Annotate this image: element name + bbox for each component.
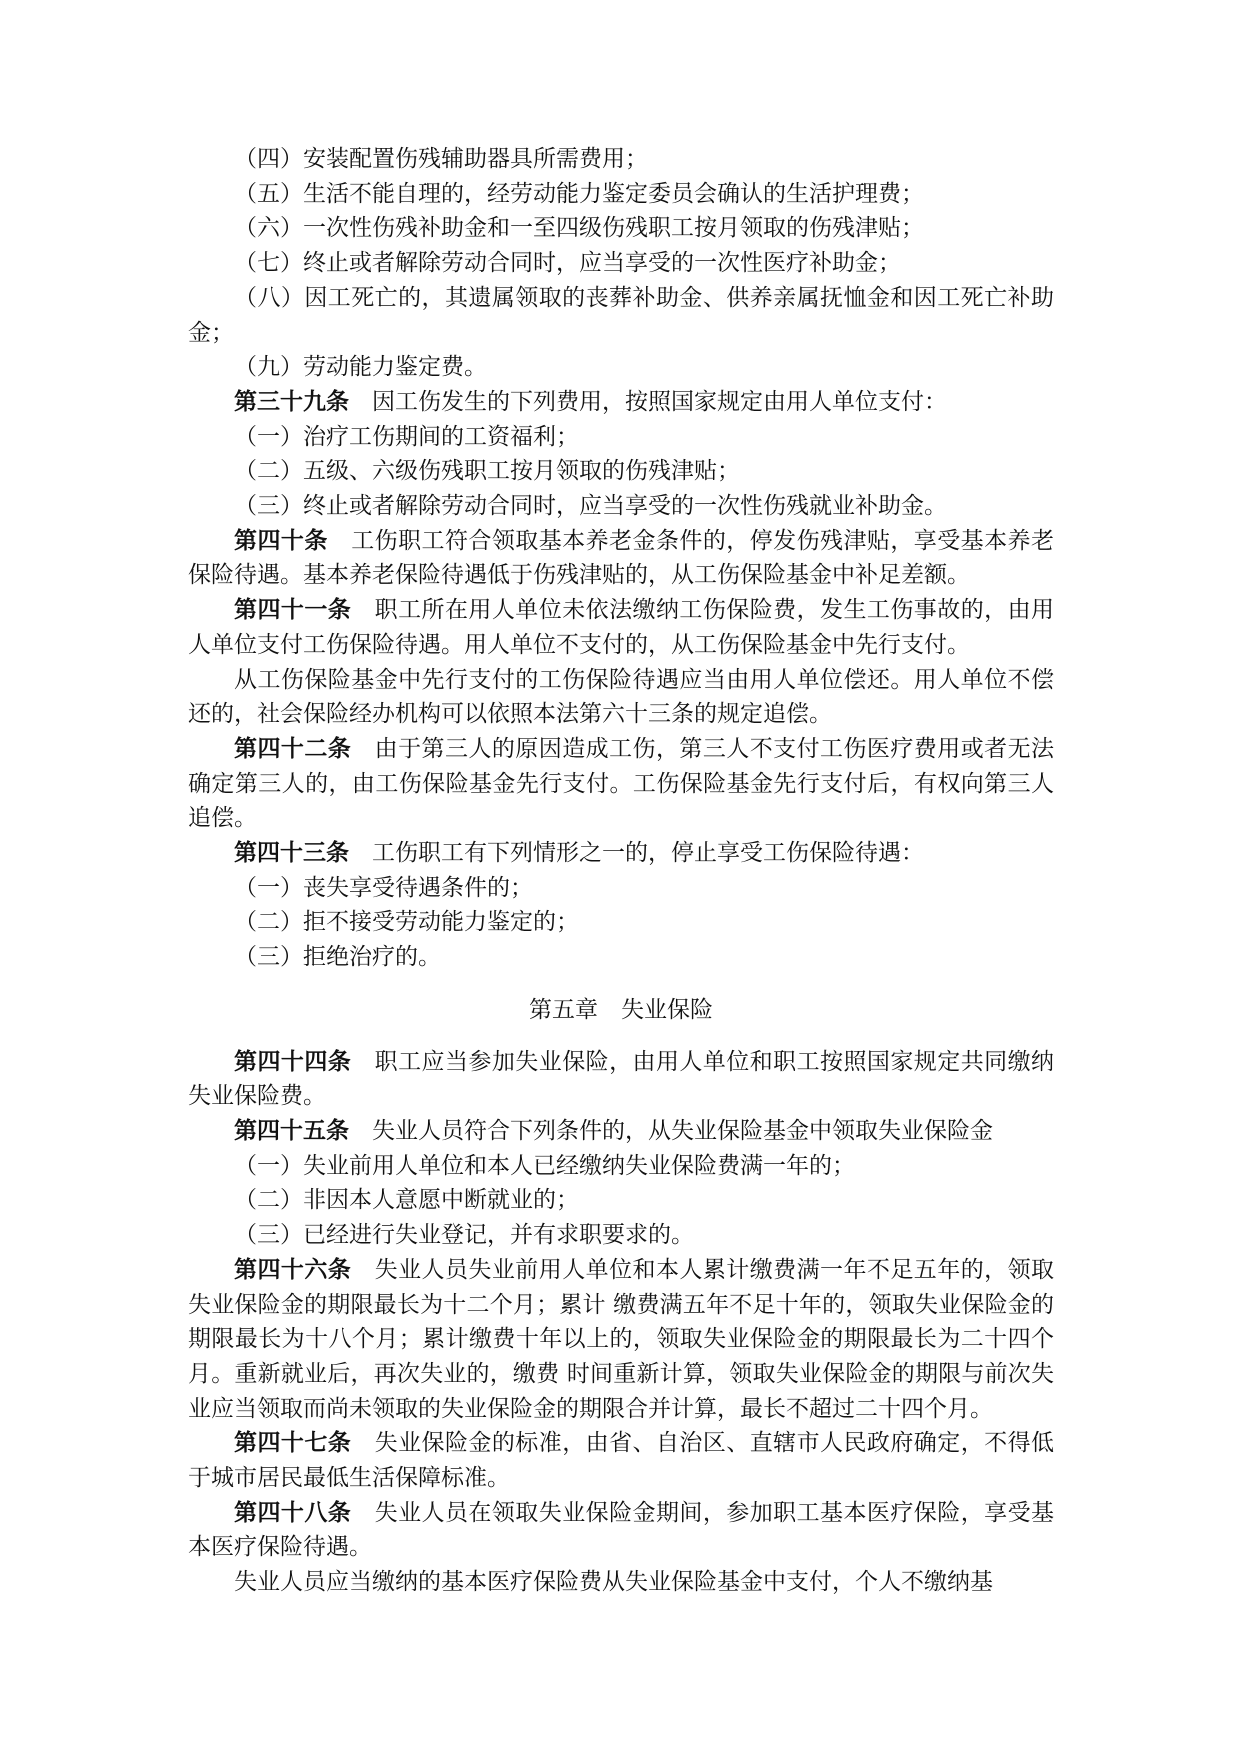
- list-item: （二）五级、六级伤残职工按月领取的伤残津贴；: [234, 458, 740, 485]
- article-number: 第四十六条: [234, 1255, 352, 1283]
- article-number: 第四十三条: [234, 839, 349, 867]
- article-text: 失业保险金的标准，由省、自治区、直辖市人民政府确定，不得低于城市居民最低生活保障标准。: [188, 1430, 1055, 1492]
- list-item: （四）安装配置伤残辅助器具所需费用；: [234, 146, 648, 172]
- list-item: （三）终止或者解除劳动合同时，应当享受的一次性伤残就业补助金。: [234, 493, 947, 520]
- article-text: 失业人员符合下列条件的，从失业保险基金中领取失业保险金: [372, 1117, 993, 1144]
- article-text: 失业人员失业前用人单位和本人累计缴费满一年不足五年的，领取失业保险金的期限最长为十二个月；累计 缴费满五年不足十年的，领取失业保险金的期限最长为十八个月；累计缴费十年以上的，领取失业保险金的期限最长为二十四个月。重新就业后，再次失业的，缴费 时间重新计算，领取失业保险金的期限与前次失业应当领取而尚未领取的失业保险金的期限合并计算，最长不超过二十四个月。: [188, 1256, 1055, 1422]
- article-number: 第四十八条: [234, 1498, 352, 1526]
- article-text: 失业人员在领取失业保险金期间，参加职工基本医疗保险，享受基本医疗保险待遇。: [188, 1499, 1055, 1561]
- article-46: [188, 1253, 1054, 1427]
- article-44: [188, 1045, 1054, 1114]
- article-text: 因工伤发生的下列费用，按照国家规定由用人单位支付：: [372, 388, 947, 415]
- list-item: （二）非因本人意愿中断就业的；: [234, 1187, 579, 1214]
- list-item: （九）劳动能力鉴定费。: [234, 354, 487, 381]
- article-47: [188, 1426, 1054, 1495]
- article-43: [188, 836, 1054, 871]
- article-text: 由于第三人的原因造成工伤，第三人不支付工伤医疗费用或者无法确定第三人的，由工伤保险基金先行支付。工伤保险基金先行支付后，有权向第三人追偿。: [188, 735, 1055, 832]
- article-number: 第四十七条: [234, 1429, 352, 1457]
- article-number: 第四十一条: [234, 596, 352, 624]
- article-number: 第四十四条: [234, 1047, 352, 1075]
- article-41: [188, 593, 1054, 662]
- article-text: 工伤职工符合领取基本养老金条件的，停发伤残津贴，享受基本养老保险待遇。基本养老保险待遇低于伤残津贴的，从工伤保险基金中补足差额。: [188, 527, 1055, 589]
- list-item-wrapped: （八）因工死亡的，其遗属领取的丧葬补助金、供养亲属抚恤金和因工死亡补助金；: [188, 284, 1054, 346]
- list-item: （六）一次性伤残补助金和一至四级伤残职工按月领取的伤残津贴；: [234, 215, 924, 242]
- chapter-heading: 第五章 失业保险: [529, 996, 713, 1023]
- article-number: 第四十五条: [234, 1116, 349, 1144]
- list-item: （一）丧失享受待遇条件的；: [234, 874, 533, 901]
- article-text: 工伤职工有下列情形之一的，停止享受工伤保险待遇：: [372, 840, 924, 867]
- document-page: [188, 142, 1054, 1600]
- article-42: [188, 732, 1054, 836]
- list-item: （一）失业前用人单位和本人已经缴纳失业保险费满一年的；: [234, 1152, 855, 1179]
- article-text: 职工应当参加失业保险，由用人单位和职工按照国家规定共同缴纳失业保险费。: [188, 1048, 1055, 1110]
- article-45: [188, 1114, 1054, 1149]
- list-item: （二）拒不接受劳动能力鉴定的；: [234, 909, 579, 936]
- article-number: 第三十九条: [234, 387, 349, 415]
- article-48: [188, 1496, 1054, 1565]
- article-41-paragraph-2: 从工伤保险基金中先行支付的工伤保险待遇应当由用人单位偿还。用人单位不偿还的，社会保险经办机构可以依照本法第六十三条的规定追偿。: [188, 666, 1054, 728]
- list-item: （一）治疗工伤期间的工资福利；: [234, 423, 579, 450]
- article-48-paragraph-2: 失业人员应当缴纳的基本医疗保险费从失业保险基金中支付，个人不缴纳基: [234, 1569, 993, 1596]
- article-number: 第四十条: [234, 526, 328, 554]
- article-39: [188, 385, 1054, 420]
- article-number: 第四十二条: [234, 734, 352, 762]
- list-item: （五）生活不能自理的，经劳动能力鉴定委员会确认的生活护理费；: [234, 180, 924, 207]
- article-40: [188, 524, 1054, 593]
- article-text: 职工所在用人单位未依法缴纳工伤保险费，发生工伤事故的，由用人单位支付工伤保险待遇。用人单位不支付的，从工伤保险基金中先行支付。: [188, 597, 1055, 658]
- list-item: （七）终止或者解除劳动合同时，应当享受的一次性医疗补助金；: [234, 250, 901, 277]
- list-item: （三）拒绝治疗的。: [234, 944, 441, 971]
- list-item: （三）已经进行失业登记，并有求职要求的。: [234, 1222, 694, 1249]
